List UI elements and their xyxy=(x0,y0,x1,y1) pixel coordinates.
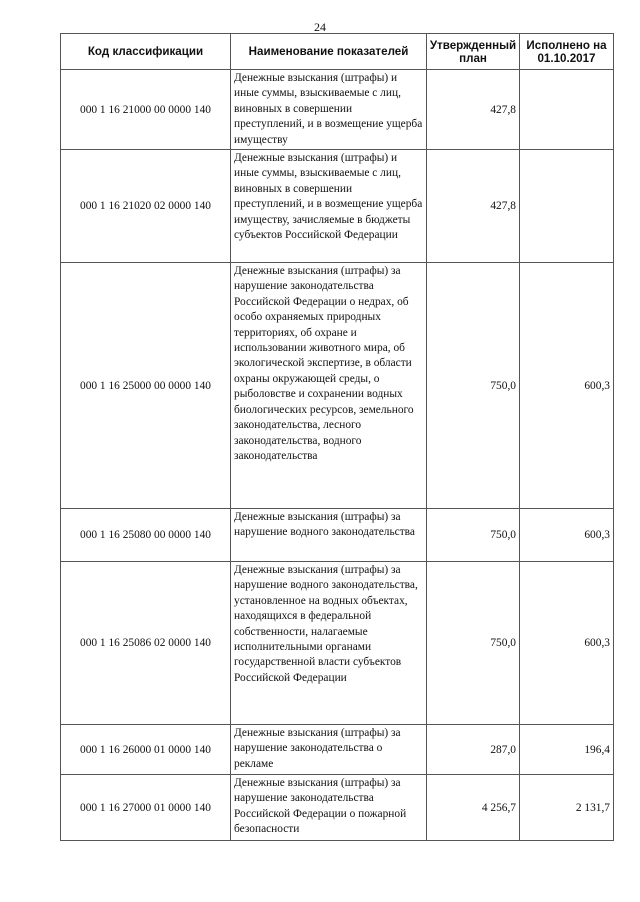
header-plan: Утвержденный план xyxy=(427,34,520,70)
row-name: Денежные взыскания (штрафы) за нарушение водного законодательства, установленное на водных объектах, находящихся в федеральной собственности, налагаемые исполнительными органами государственной власти субъектов Российской Федерации xyxy=(231,562,427,725)
header-name: Наименование показателей xyxy=(231,34,427,70)
header-done: Исполнено на 01.10.2017 xyxy=(520,34,614,70)
row-code: 000 1 16 25000 00 0000 140 xyxy=(61,263,231,509)
row-name: Денежные взыскания (штрафы) за нарушение законодательства Российской Федерации о пожарной безопасности xyxy=(231,775,427,841)
row-done xyxy=(520,150,614,263)
row-name: Денежные взыскания (штрафы) за нарушение законодательства о рекламе xyxy=(231,725,427,775)
row-done xyxy=(520,70,614,150)
row-plan: 750,0 xyxy=(427,263,520,509)
header-code: Код классификации xyxy=(61,34,231,70)
revenue-table xyxy=(60,33,614,841)
row-plan: 750,0 xyxy=(427,562,520,725)
row-done: 600,3 xyxy=(520,509,614,562)
row-plan: 750,0 xyxy=(427,509,520,562)
table-row xyxy=(61,562,614,725)
row-name: Денежные взыскания (штрафы) и иные суммы, взыскиваемые с лиц, виновных в совершении преступлений, и в возмещение ущерба имуществу, зачисляемые в бюджеты субъектов Российской Федерации xyxy=(231,150,427,263)
row-code: 000 1 16 21020 02 0000 140 xyxy=(61,150,231,263)
row-done: 2 131,7 xyxy=(520,775,614,841)
table-header-row xyxy=(61,34,614,70)
row-done: 600,3 xyxy=(520,263,614,509)
row-plan: 4 256,7 xyxy=(427,775,520,841)
table-row xyxy=(61,70,614,150)
table-row xyxy=(61,725,614,775)
row-done: 600,3 xyxy=(520,562,614,725)
row-plan: 427,8 xyxy=(427,150,520,263)
row-code: 000 1 16 27000 01 0000 140 xyxy=(61,775,231,841)
row-name: Денежные взыскания (штрафы) и иные суммы, взыскиваемые с лиц, виновных в совершении преступлений, и в возмещение ущерба имуществу xyxy=(231,70,427,150)
row-code: 000 1 16 25080 00 0000 140 xyxy=(61,509,231,562)
row-code: 000 1 16 26000 01 0000 140 xyxy=(61,725,231,775)
row-code: 000 1 16 21000 00 0000 140 xyxy=(61,70,231,150)
row-plan: 427,8 xyxy=(427,70,520,150)
table-row xyxy=(61,263,614,509)
table-row xyxy=(61,150,614,263)
row-name: Денежные взыскания (штрафы) за нарушение водного законодательства xyxy=(231,509,427,562)
table-row xyxy=(61,509,614,562)
table-row xyxy=(61,775,614,841)
row-done: 196,4 xyxy=(520,725,614,775)
row-code: 000 1 16 25086 02 0000 140 xyxy=(61,562,231,725)
row-name: Денежные взыскания (штрафы) за нарушение законодательства Российской Федерации о недрах, об особо охраняемых природных территориях, об охране и использовании животного мира, об экологической экспертизе, в области охраны окружающей среды, о рыболовстве и сохранении водных биологических ресурсов, земельного законодательства, лесного законодательства, водного законодательства xyxy=(231,263,427,509)
page-number: 24 xyxy=(314,20,326,34)
row-plan: 287,0 xyxy=(427,725,520,775)
